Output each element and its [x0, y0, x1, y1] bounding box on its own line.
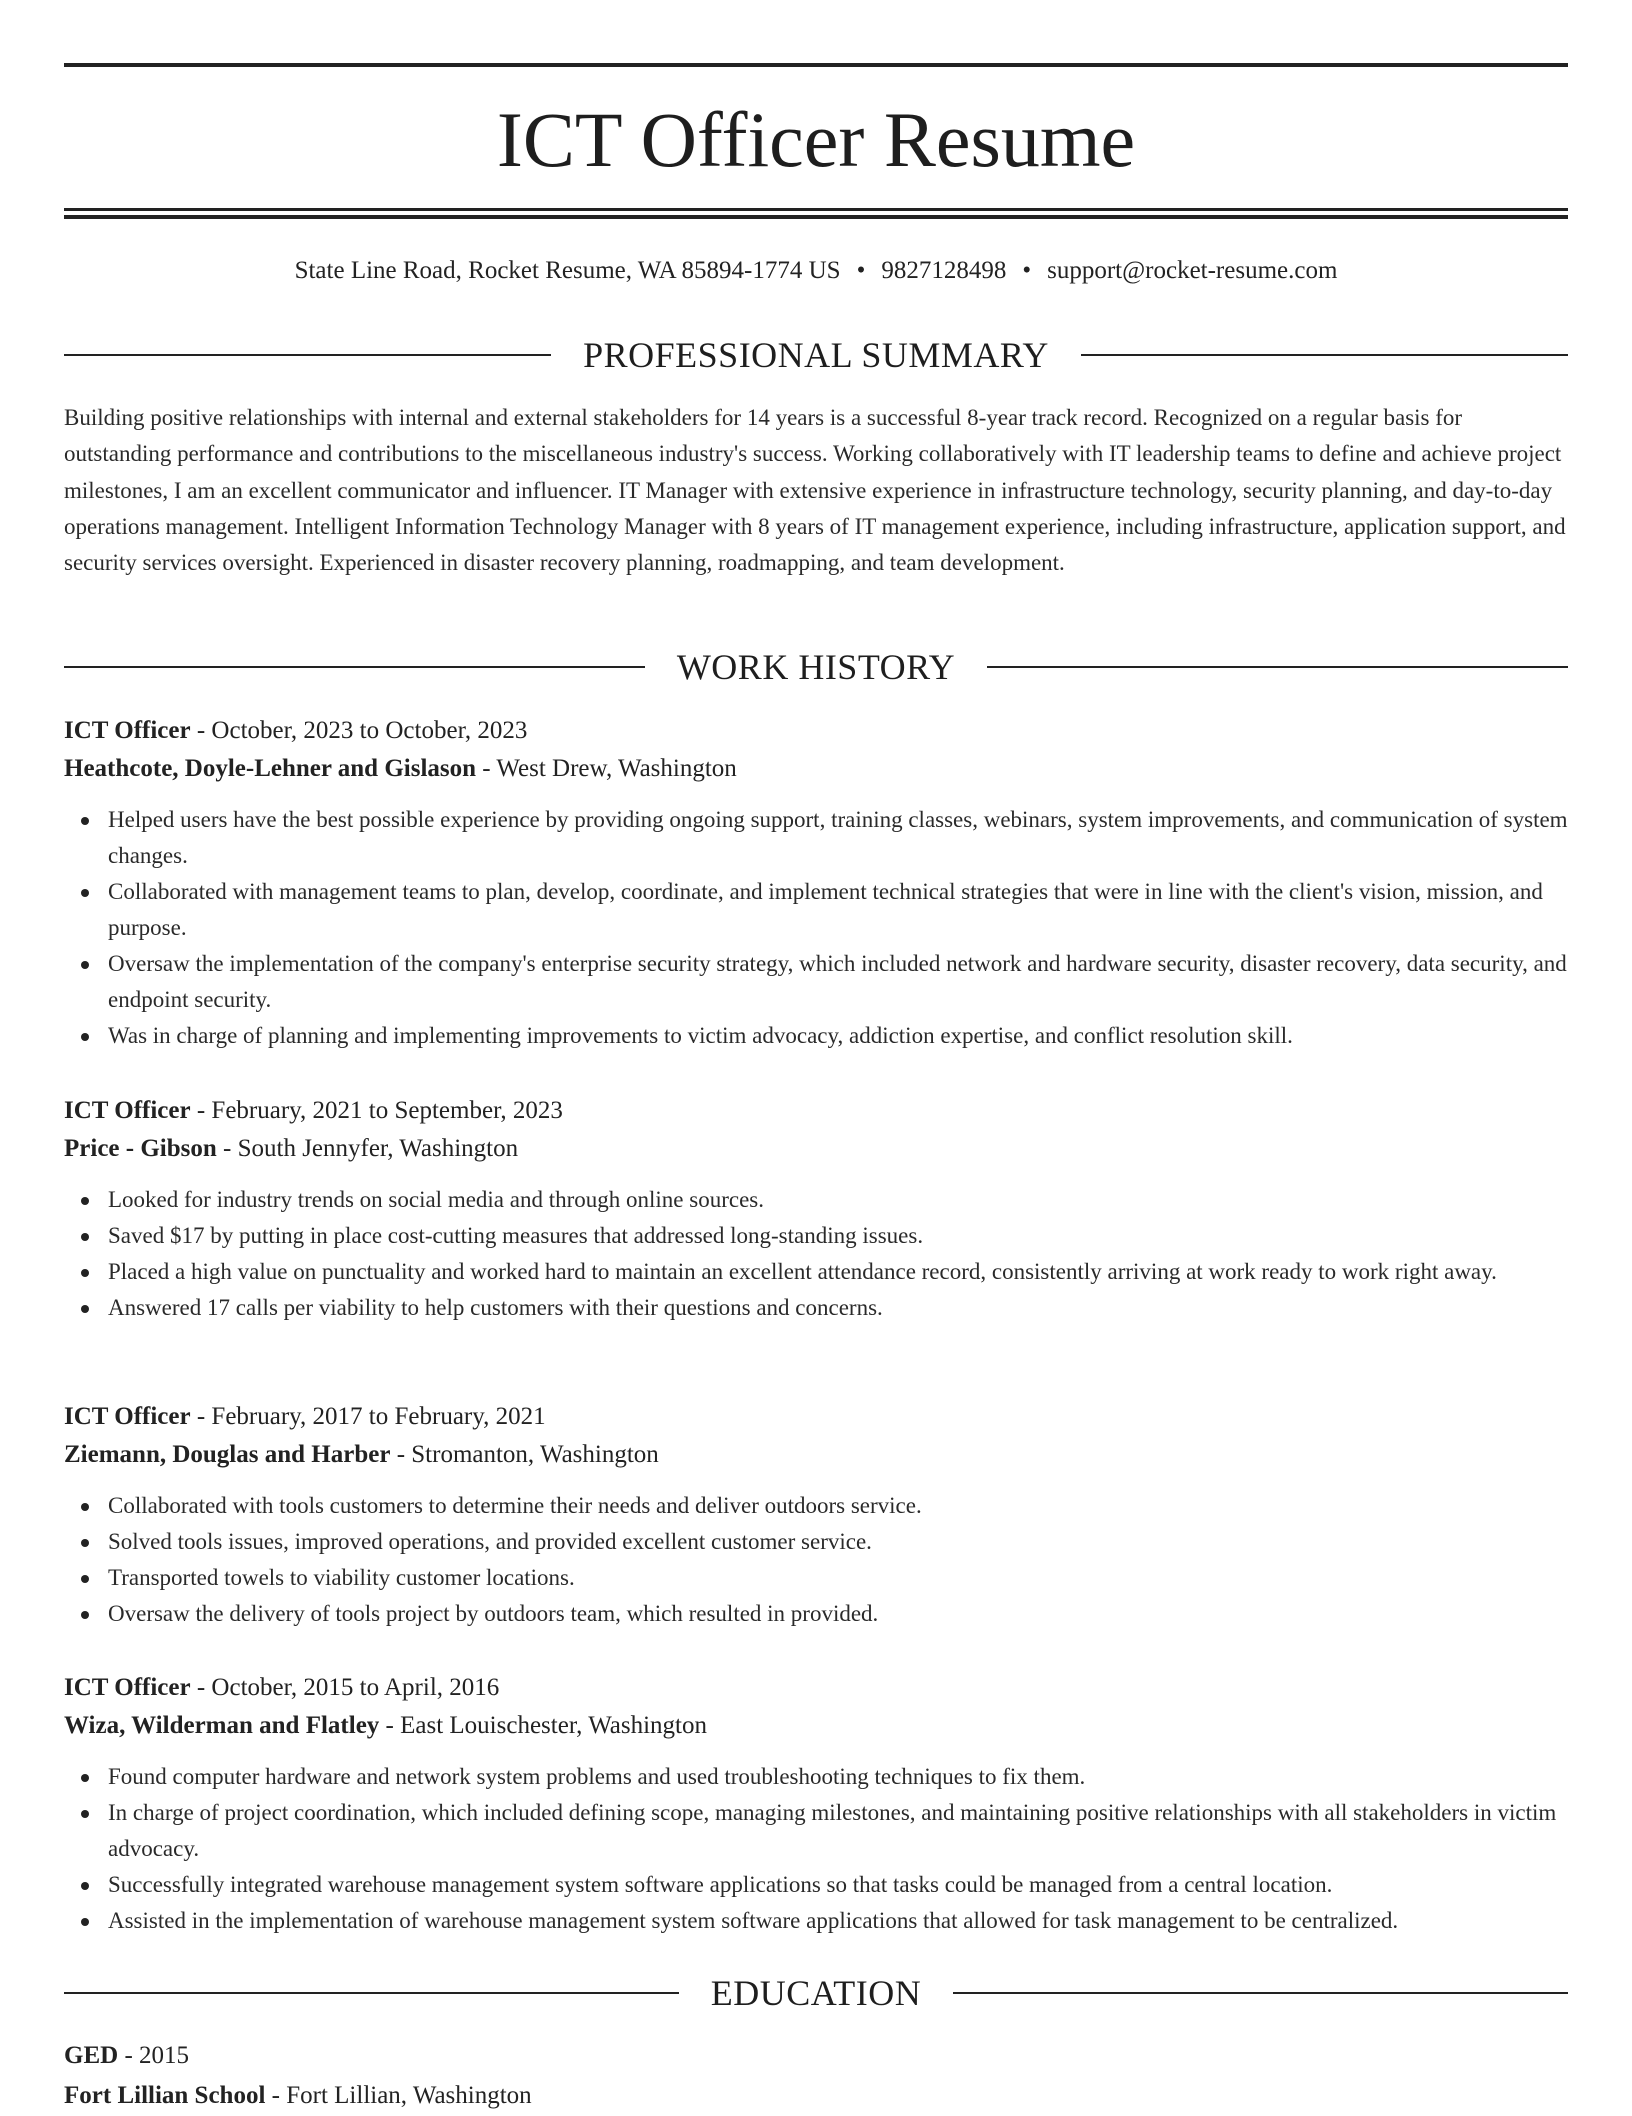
- education-year: - 2015: [118, 2042, 190, 2069]
- job-title: ICT Officer: [64, 1403, 191, 1430]
- job-entry: [64, 1669, 1568, 1939]
- job-entry: [64, 712, 1568, 1054]
- heading-rule-right: [953, 1992, 1568, 1994]
- job-entry: [64, 1398, 1568, 1632]
- job-bullet-list: [64, 1182, 1568, 1326]
- education-location: - Fort Lillian, Washington: [265, 2082, 532, 2109]
- title-double-rule-upper: [64, 208, 1568, 211]
- bullet-icon: [81, 817, 89, 825]
- job-title: ICT Officer: [64, 1674, 191, 1701]
- page-title: ICT Officer Resume: [496, 96, 1136, 183]
- contact-phone: 9827128498: [881, 257, 1007, 284]
- contact-info: [64, 254, 1568, 288]
- top-rule: [64, 63, 1568, 67]
- contact-separator: •: [856, 257, 866, 284]
- bullet-text: Solved tools issues, improved operations, and provided excellent customer service.: [108, 1529, 872, 1554]
- bullet-icon: [81, 1810, 89, 1818]
- job-company: Heathcote, Doyle-Lehner and Gislason: [64, 755, 477, 782]
- job-title-line: [64, 712, 1568, 750]
- heading-rule-right: [987, 666, 1568, 668]
- bullet-text: Answered 17 calls per viability to help customers with their questions and concerns.: [108, 1295, 883, 1320]
- list-item: [64, 1795, 1568, 1867]
- title-double-rule-lower: [64, 215, 1568, 219]
- job-company-line: [64, 1707, 1568, 1745]
- job-company-line: [64, 1130, 1568, 1168]
- bullet-icon: [81, 1611, 89, 1619]
- bullet-icon: [81, 1233, 89, 1241]
- list-item: [64, 874, 1568, 946]
- education-school-line: [64, 2076, 1568, 2116]
- job-location: - Stromanton, Washington: [390, 1441, 659, 1468]
- section-heading-label: EDUCATION: [710, 1973, 922, 2013]
- bullet-icon: [81, 889, 89, 897]
- bullet-text: Placed a high value on punctuality and worked hard to maintain an excellent attendance record, consistently arriving at work ready to work right away.: [108, 1259, 1497, 1284]
- section-heading-work-history: [64, 645, 1568, 689]
- section-heading-label: PROFESSIONAL SUMMARY: [583, 335, 1049, 375]
- job-location: - East Louischester, Washington: [379, 1712, 708, 1739]
- bullet-text: Found computer hardware and network system problems and used troubleshooting techniques to fix them.: [108, 1764, 1086, 1789]
- job-location: - West Drew, Washington: [476, 755, 737, 782]
- bullet-text: Oversaw the implementation of the company's enterprise security strategy, which included network and hardware security, disaster recovery, data security, and endpoint security.: [108, 951, 1567, 1012]
- section-heading-summary: [64, 333, 1568, 377]
- list-item: [64, 1560, 1568, 1596]
- education-entry: [64, 2036, 1568, 2116]
- contact-email: support@rocket-resume.com: [1047, 257, 1338, 284]
- bullet-icon: [81, 1197, 89, 1205]
- job-company: Ziemann, Douglas and Harber: [64, 1441, 391, 1468]
- list-item: [64, 1524, 1568, 1560]
- bullet-icon: [81, 1575, 89, 1583]
- job-title: ICT Officer: [64, 1097, 191, 1124]
- professional-summary-text: Building positive relationships with internal and external stakeholders for 14 years is a successful 8-year track record. Recognized on a regular basis for outstanding performance and contributions to the miscellaneous industry's success. Working collaboratively with IT leadership teams to define and achieve project milestones, I am an excellent communicator and influencer. IT Manager with extensive experience in infrastructure technology, security planning, and day-to-day operations management. Intelligent Information Technology Manager with 8 years of IT management experience, including infrastructure, application support, and security services oversight. Experienced in disaster recovery planning, roadmapping, and team development.: [64, 405, 1566, 576]
- bullet-icon: [81, 1269, 89, 1277]
- bullet-icon: [81, 1305, 89, 1313]
- list-item: [64, 802, 1568, 874]
- bullet-text: Oversaw the delivery of tools project by outdoors team, which resulted in provided.: [108, 1601, 879, 1626]
- bullet-icon: [81, 1882, 89, 1890]
- job-bullet-list: [64, 1759, 1568, 1939]
- education-school: Fort Lillian School: [64, 2082, 266, 2109]
- job-bullet-list: [64, 802, 1568, 1054]
- list-item: [64, 946, 1568, 1018]
- heading-rule-right: [1081, 354, 1568, 356]
- bullet-text: Was in charge of planning and implementing improvements to victim advocacy, addiction expertise, and conflict resolution skill.: [108, 1023, 1293, 1048]
- bullet-icon: [81, 1918, 89, 1926]
- bullet-text: Collaborated with management teams to plan, develop, coordinate, and implement technical strategies that were in line with the client's vision, mission, and purpose.: [108, 879, 1543, 940]
- heading-rule-left: [64, 666, 645, 668]
- bullet-icon: [81, 1033, 89, 1041]
- list-item: [64, 1867, 1568, 1903]
- list-item: [64, 1759, 1568, 1795]
- list-item: [64, 1254, 1568, 1290]
- job-title-line: [64, 1669, 1568, 1707]
- job-location: - South Jennyfer, Washington: [216, 1135, 519, 1162]
- heading-rule-left: [64, 354, 551, 356]
- bullet-icon: [81, 1503, 89, 1511]
- education-degree-line: [64, 2036, 1568, 2076]
- job-dates: - October, 2015 to April, 2016: [190, 1674, 500, 1701]
- list-item: [64, 1218, 1568, 1254]
- job-title: ICT Officer: [64, 717, 191, 744]
- bullet-icon: [81, 1774, 89, 1782]
- bullet-icon: [81, 961, 89, 969]
- contact-address: State Line Road, Rocket Resume, WA 85894-1774 US: [294, 257, 841, 284]
- job-dates: - February, 2021 to September, 2023: [190, 1097, 563, 1124]
- job-company: Wiza, Wilderman and Flatley: [64, 1712, 380, 1739]
- job-bullet-list: [64, 1488, 1568, 1632]
- list-item: [64, 1182, 1568, 1218]
- job-company-line: [64, 750, 1568, 788]
- bullet-text: Helped users have the best possible experience by providing ongoing support, training classes, webinars, system improvements, and communication of system changes.: [108, 807, 1568, 868]
- bullet-text: Looked for industry trends on social media and through online sources.: [108, 1187, 764, 1212]
- job-company-line: [64, 1436, 1568, 1474]
- section-heading-label: WORK HISTORY: [676, 647, 956, 687]
- contact-separator: •: [1022, 257, 1032, 284]
- bullet-icon: [81, 1539, 89, 1547]
- job-title-line: [64, 1092, 1568, 1130]
- bullet-text: Saved $17 by putting in place cost-cutting measures that addressed long-standing issues.: [108, 1223, 924, 1248]
- list-item: [64, 1290, 1568, 1326]
- job-entry: [64, 1092, 1568, 1326]
- bullet-text: In charge of project coordination, which included defining scope, managing milestones, and maintaining positive relationships with all stakeholders in victim advocacy.: [108, 1800, 1557, 1861]
- job-dates: - October, 2023 to October, 2023: [190, 717, 528, 744]
- bullet-text: Collaborated with tools customers to determine their needs and deliver outdoors service.: [108, 1493, 922, 1518]
- job-dates: - February, 2017 to February, 2021: [190, 1403, 546, 1430]
- bullet-text: Successfully integrated warehouse management system software applications so that tasks could be managed from a central location.: [108, 1872, 1333, 1897]
- section-heading-education: [64, 1971, 1568, 2015]
- list-item: [64, 1488, 1568, 1524]
- list-item: [64, 1018, 1568, 1054]
- job-title-line: [64, 1398, 1568, 1436]
- bullet-text: Transported towels to viability customer locations.: [108, 1565, 575, 1590]
- education-degree: GED: [64, 2042, 119, 2069]
- list-item: [64, 1596, 1568, 1632]
- heading-rule-left: [64, 1992, 679, 1994]
- list-item: [64, 1903, 1568, 1939]
- bullet-text: Assisted in the implementation of warehouse management system software applications that allowed for task management to be centralized.: [108, 1908, 1399, 1933]
- job-company: Price - Gibson: [64, 1135, 217, 1162]
